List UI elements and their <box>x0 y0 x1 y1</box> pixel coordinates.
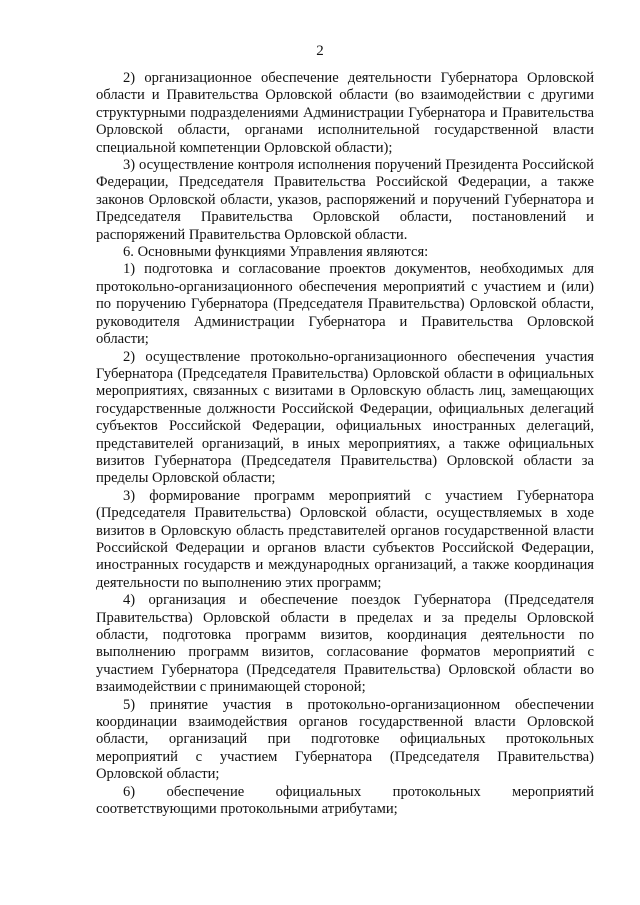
paragraph: 3) формирование программ мероприятий с участием Губернатора (Председателя Правительства) Орловской области, осуществляемых в ходе визитов в Орловскую область представителей органов государственной власти Российской Федерации и органов власти субъектов Российской Федерации, иностранных государств и международных организаций, а также координация деятельности по выполнению этих программ; <box>96 487 594 591</box>
paragraph: 1) подготовка и согласование проектов документов, необходимых для протокольно-организационного обеспечения мероприятий с участием и (или) по поручению Губернатора (Председателя Правительства) Орловской области, руководителя Администрации Губернатора и Правительства Орловской области; <box>96 261 594 348</box>
paragraph: 3) осуществление контроля исполнения поручений Президента Российской Федерации, Председателя Правительства Российской Федерации, а также законов Орловской области, указов, распоряжений и поручений Губернатора и Председателя Правительства Орловской области, постановлений и распоряжений Правительства Орловской области. <box>96 157 594 243</box>
page-number: 2 <box>316 43 324 59</box>
paragraph: 2) осуществление протокольно-организационного обеспечения участия Губернатора (Председателя Правительства) Орловской области в официальных мероприятиях, связанных с визитами в Орловскую область лиц, замещающих государственные должности Российской Федерации, официальных делегаций субъектов Российской Федерации, официальных иностранных делегаций, представителей организаций, в иных мероприятиях, а также официальных визитов Губернатора (Председателя Правительства) Орловской области за пределы Орловской области; <box>96 348 594 487</box>
document-body <box>96 70 594 818</box>
paragraph: 2) организационное обеспечение деятельности Губернатора Орловской области и Правительства Орловской области (во взаимодействии с другими структурными подразделениями Администрации Губернатора и Правительства Орловской области, органами исполнительной государственной власти специальной компетенции Орловской области); <box>96 70 594 156</box>
paragraph: 5) принятие участия в протокольно-организационном обеспечении координации взаимодействия органов государственной власти Орловской области, организаций при подготовке официальных протокольных мероприятий с участием Губернатора (Председателя Правительства) Орловской области; <box>96 696 594 783</box>
paragraph: 4) организация и обеспечение поездок Губернатора (Председателя Правительства) Орловской области в пределах и за пределы Орловской области, подготовка программ визитов, координация деятельности по выполнению программ визитов, согласование форматов мероприятий с участием Губернатора (Председателя Правительства) Орловской области во взаимодействии с принимающей стороной; <box>96 592 594 696</box>
paragraph: 6. Основными функциями Управления являются: <box>123 244 429 261</box>
paragraph: 6) обеспечение официальных протокольных мероприятий соответствующими протокольными атрибутами; <box>96 783 594 818</box>
